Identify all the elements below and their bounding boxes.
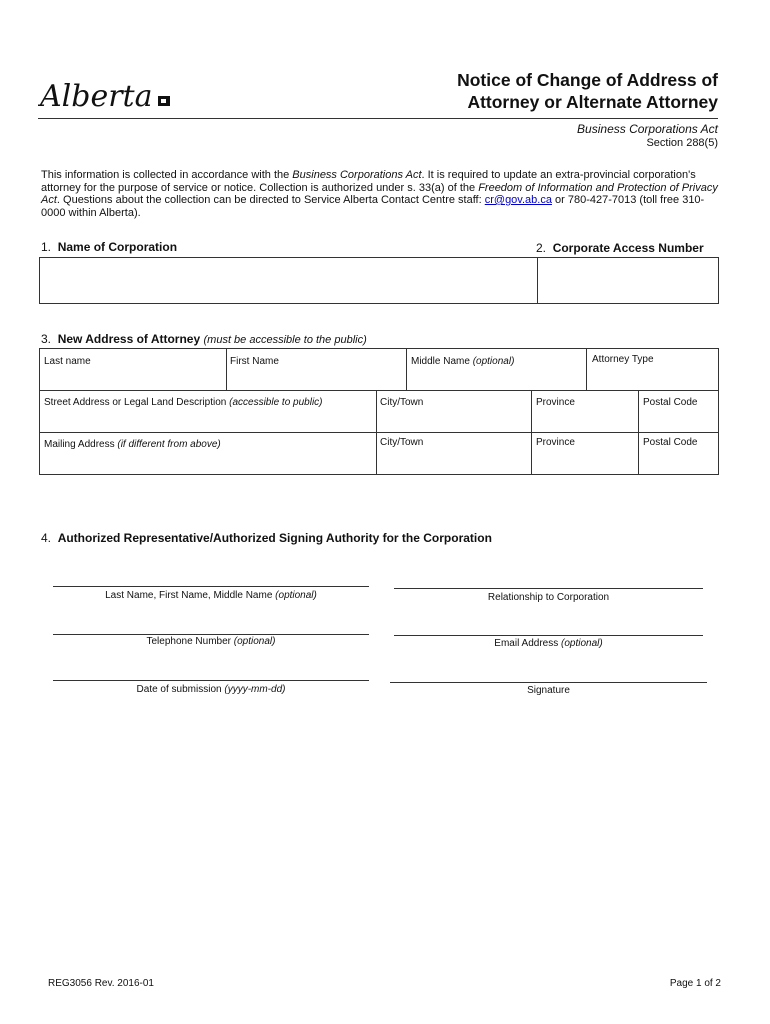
first-name-field[interactable]: First Name	[226, 348, 407, 391]
email-line[interactable]	[394, 635, 703, 636]
page-number: Page 1 of 2	[669, 978, 721, 989]
date-line[interactable]	[53, 680, 369, 681]
city-field[interactable]: City/Town	[376, 390, 532, 433]
name-line[interactable]	[53, 586, 369, 587]
form-id: REG3056 Rev. 2016-01	[48, 978, 154, 989]
logo-wordmark: Alberta	[40, 79, 153, 114]
relationship-label: Relationship to Corporation	[487, 592, 610, 603]
telephone-line[interactable]	[53, 634, 369, 635]
province-field[interactable]: Province	[531, 390, 639, 433]
mailing-address-field[interactable]: Mailing Address (if different from above)	[39, 432, 377, 475]
mailing-postal-code-field[interactable]: Postal Code	[638, 432, 719, 475]
middle-name-field[interactable]: Middle Name (optional)	[406, 348, 587, 391]
section4-heading: 4. Authorized Representative/Authorized Signing Authority for the Corporation	[41, 531, 492, 545]
mailing-city-field[interactable]: City/Town	[376, 432, 532, 475]
relationship-line[interactable]	[394, 588, 703, 589]
intro-paragraph: This information is collected in accordance with the Business Corporations Act. It is required to update an extra-provincial corporation's attorney for the purpose of service or notice. Collection is authorized under s. 33(a) of the Freedom of Information and Protection of Privacy Act. Questions about the collection can be directed to Service Alberta Contact Centre staff: cr@gov.ab.ca or 780-427-7013 (toll free 310-0000 within Alberta).	[41, 169, 718, 219]
last-name-field[interactable]: Last name	[39, 348, 227, 391]
act-name: Business Corporations Act	[577, 122, 718, 136]
corporation-name-field[interactable]	[39, 257, 538, 304]
title-line-2: Attorney or Alternate Attorney	[467, 92, 718, 112]
email-link[interactable]: cr@gov.ab.ca	[484, 194, 552, 206]
title-line-1: Notice of Change of Address of	[457, 70, 718, 90]
section3-heading: 3. New Address of Attorney (must be accessible to the public)	[41, 332, 367, 346]
street-address-field[interactable]: Street Address or Legal Land Description (accessible to public)	[39, 390, 377, 433]
date-label: Date of submission (yyyy-mm-dd)	[136, 684, 286, 695]
signature-line[interactable]	[390, 682, 707, 683]
intro-act: Business Corporations Act	[292, 169, 422, 181]
alberta-logo	[38, 72, 174, 116]
email-label: Email Address (optional)	[494, 638, 603, 649]
logo-block-notch	[161, 99, 166, 103]
section1-heading: 1. Name of Corporation	[41, 240, 178, 254]
form-title	[457, 69, 718, 113]
postal-code-field[interactable]: Postal Code	[638, 390, 719, 433]
intro-foip: Freedom of Information and Protection of Privacy Act	[41, 181, 718, 206]
attorney-address-table	[39, 348, 719, 475]
header-divider	[38, 118, 718, 119]
signature-label: Signature	[527, 685, 570, 696]
mailing-province-field[interactable]: Province	[531, 432, 639, 475]
name-label: Last Name, First Name, Middle Name (optional)	[105, 590, 317, 601]
corporate-access-number-field[interactable]	[537, 257, 719, 304]
act-section: Section 288(5)	[646, 137, 718, 149]
attorney-type-field[interactable]: Attorney Type	[586, 348, 719, 391]
section2-heading: 2. Corporate Access Number	[536, 241, 704, 255]
telephone-label: Telephone Number (optional)	[146, 636, 276, 647]
